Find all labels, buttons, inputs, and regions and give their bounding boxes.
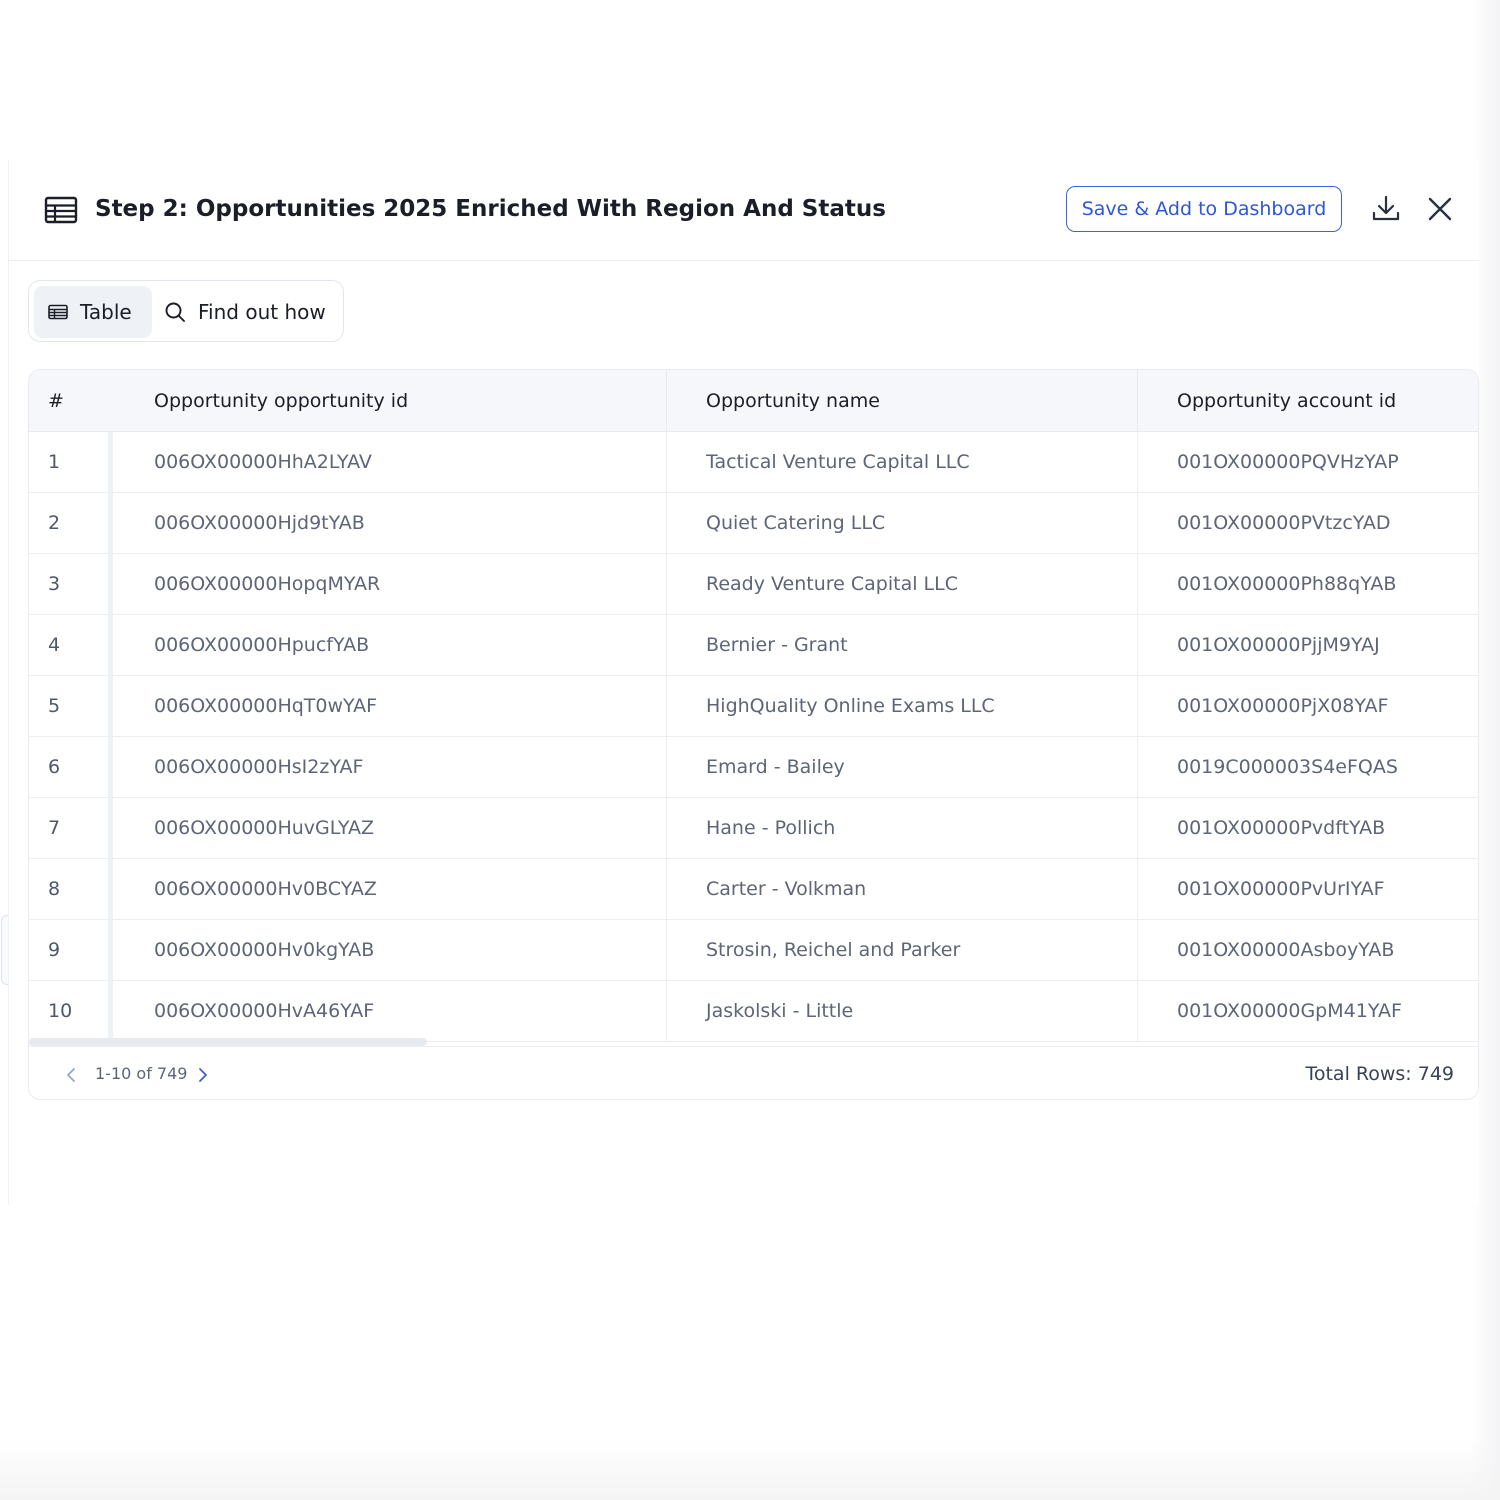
pagination-range: 1-10 of 749 xyxy=(95,1064,188,1083)
cell-opportunity-name[interactable]: HighQuality Online Exams LLC xyxy=(667,676,1138,737)
cell-account-id[interactable]: 001OX00000PVtzcYAD xyxy=(1138,493,1480,554)
row-index: 10 xyxy=(29,981,108,1042)
table-icon xyxy=(48,304,68,320)
cell-account-id[interactable]: 001OX00000PQVHzYAP xyxy=(1138,432,1480,493)
cell-account-id[interactable]: 001OX00000PvUrIYAF xyxy=(1138,859,1480,920)
row-index: 5 xyxy=(29,676,108,737)
table-row xyxy=(29,737,1479,798)
table-row xyxy=(29,493,1479,554)
table-row xyxy=(29,615,1479,676)
data-table-card xyxy=(28,369,1479,1100)
chevron-left-icon[interactable] xyxy=(63,1065,79,1085)
cell-account-id[interactable]: 001OX00000Ph88qYAB xyxy=(1138,554,1480,615)
cell-opportunity-id[interactable]: 006OX00000HsI2zYAF xyxy=(113,737,667,798)
column-header-opportunity-name[interactable]: Opportunity name xyxy=(667,370,1138,432)
tab-table-label: Table xyxy=(80,300,132,324)
row-index: 4 xyxy=(29,615,108,676)
horizontal-scrollbar[interactable] xyxy=(29,1038,427,1046)
column-header-index[interactable]: # xyxy=(29,370,108,432)
chevron-right-icon[interactable] xyxy=(195,1065,211,1085)
cell-opportunity-name[interactable]: Ready Venture Capital LLC xyxy=(667,554,1138,615)
table-row xyxy=(29,981,1479,1042)
panel-header xyxy=(9,160,1479,261)
tab-table[interactable] xyxy=(34,286,152,338)
download-icon[interactable] xyxy=(1370,193,1402,225)
cell-opportunity-id[interactable]: 006OX00000HopqMYAR xyxy=(113,554,667,615)
cell-account-id[interactable]: 001OX00000AsboyYAB xyxy=(1138,920,1480,981)
close-icon[interactable] xyxy=(1425,194,1455,224)
row-index: 1 xyxy=(29,432,108,493)
cell-opportunity-id[interactable]: 006OX00000Hjd9tYAB xyxy=(113,493,667,554)
cell-account-id[interactable]: 001OX00000PvdftYAB xyxy=(1138,798,1480,859)
tab-find-out-how-label: Find out how xyxy=(198,300,326,324)
cell-opportunity-name[interactable]: Tactical Venture Capital LLC xyxy=(667,432,1138,493)
cell-account-id[interactable]: 0019C000003S4eFQAS xyxy=(1138,737,1480,798)
table-row xyxy=(29,432,1479,493)
cell-opportunity-name[interactable]: Jaskolski - Little xyxy=(667,981,1138,1042)
table-row xyxy=(29,920,1479,981)
page-title: Step 2: Opportunities 2025 Enriched With Region And Status xyxy=(95,196,886,222)
cell-opportunity-id[interactable]: 006OX00000HqT0wYAF xyxy=(113,676,667,737)
cell-opportunity-id[interactable]: 006OX00000HpucfYAB xyxy=(113,615,667,676)
search-icon xyxy=(164,301,186,323)
tab-find-out-how[interactable] xyxy=(157,286,337,338)
table-header-row xyxy=(29,370,1479,432)
cell-account-id[interactable]: 001OX00000PjjM9YAJ xyxy=(1138,615,1480,676)
column-header-opportunity-id[interactable]: Opportunity opportunity id xyxy=(113,370,667,432)
table-row xyxy=(29,554,1479,615)
column-header-account-id[interactable]: Opportunity account id xyxy=(1138,370,1480,432)
cell-opportunity-name[interactable]: Quiet Catering LLC xyxy=(667,493,1138,554)
data-panel xyxy=(8,160,1479,1205)
cell-opportunity-name[interactable]: Carter - Volkman xyxy=(667,859,1138,920)
row-index: 9 xyxy=(29,920,108,981)
cell-account-id[interactable]: 001OX00000PjX08YAF xyxy=(1138,676,1480,737)
row-index: 8 xyxy=(29,859,108,920)
row-index: 3 xyxy=(29,554,108,615)
table-row xyxy=(29,798,1479,859)
table-row xyxy=(29,859,1479,920)
table-footer xyxy=(29,1046,1479,1100)
view-toggle xyxy=(28,280,344,342)
cell-account-id[interactable]: 001OX00000GpM41YAF xyxy=(1138,981,1480,1042)
cell-opportunity-name[interactable]: Strosin, Reichel and Parker xyxy=(667,920,1138,981)
cell-opportunity-id[interactable]: 006OX00000HhA2LYAV xyxy=(113,432,667,493)
cell-opportunity-id[interactable]: 006OX00000HuvGLYAZ xyxy=(113,798,667,859)
total-rows-count: Total Rows: 749 xyxy=(1305,1063,1454,1085)
cell-opportunity-name[interactable]: Emard - Bailey xyxy=(667,737,1138,798)
cell-opportunity-name[interactable]: Hane - Pollich xyxy=(667,798,1138,859)
table-icon xyxy=(44,196,78,224)
table-row xyxy=(29,676,1479,737)
cell-opportunity-name[interactable]: Bernier - Grant xyxy=(667,615,1138,676)
data-table xyxy=(29,370,1479,1042)
cell-opportunity-id[interactable]: 006OX00000Hv0kgYAB xyxy=(113,920,667,981)
row-index: 2 xyxy=(29,493,108,554)
save-add-to-dashboard-button[interactable]: Save & Add to Dashboard xyxy=(1066,186,1342,232)
row-index: 7 xyxy=(29,798,108,859)
cell-opportunity-id[interactable]: 006OX00000Hv0BCYAZ xyxy=(113,859,667,920)
cell-opportunity-id[interactable]: 006OX00000HvA46YAF xyxy=(113,981,667,1042)
row-index: 6 xyxy=(29,737,108,798)
page-bottom-shade xyxy=(0,1440,1500,1500)
